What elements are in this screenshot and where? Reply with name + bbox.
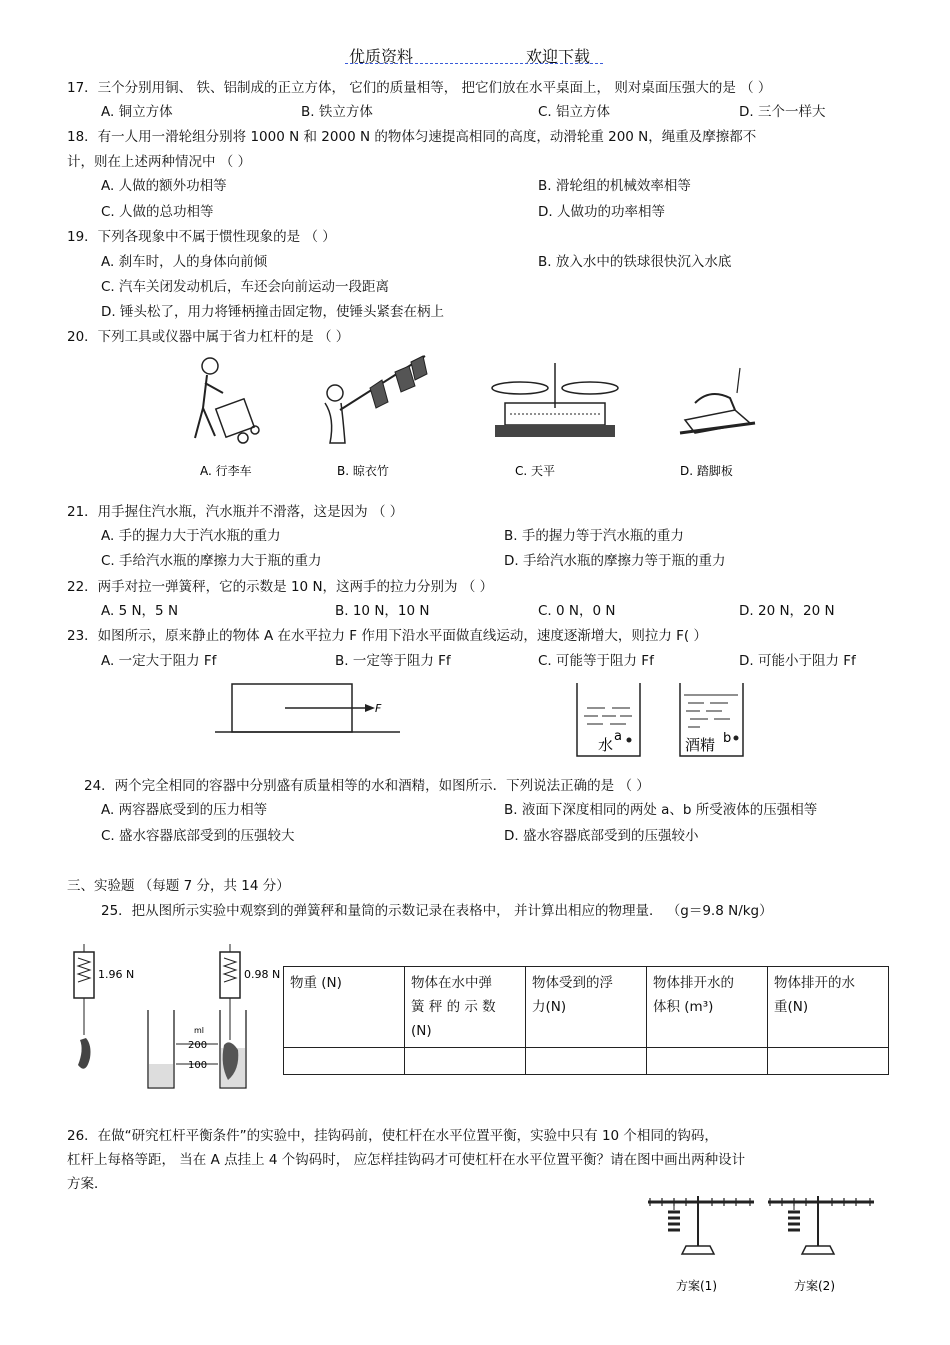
lever-plan-2 — [768, 1196, 874, 1293]
q20-figures — [175, 348, 775, 488]
luggage-cart-figure — [195, 358, 259, 443]
text-line-q20: 20．下列工具或仪器中属于省力杠杆的是 （ ） — [67, 329, 350, 345]
header-divider — [345, 63, 603, 64]
answer-cell[interactable] — [647, 1048, 768, 1075]
text-line-q18ob: B. 滑轮组的机械效率相等 — [538, 178, 691, 194]
water-container — [577, 683, 640, 756]
point-a-label: a — [614, 729, 622, 744]
text-line-q25: 25．把从图所示实验中观察到的弹簧秤和量筒的示数记录在表格中， 并计算出相应的物理量． （g＝9.8 N/kg） — [101, 903, 773, 919]
text-line-q22b: B. 10 N，10 N — [335, 603, 430, 619]
text-line-q21c: C. 手给汽水瓶的摩擦力大于瓶的重力 — [101, 553, 322, 569]
text-line-q24c: C. 盛水容器底部受到的压强较大 — [101, 828, 295, 844]
text-line-q23: 23．如图所示，原来静止的物体 A 在水平拉力 F 作用下沿水平面做直线运动，速度逐渐增大，则拉力 F( ） — [67, 628, 707, 644]
measuring-cylinders — [148, 1010, 246, 1088]
text-line-q19: 19．下列各现象中不属于惯性现象的是 （ ） — [67, 229, 336, 245]
text-line-q18od: D. 人做功的功率相等 — [538, 204, 665, 220]
mark-200: 200 — [188, 1040, 208, 1051]
water-label: 水 — [598, 736, 614, 754]
header-left: 优质资料 — [349, 47, 414, 66]
plan-1-label: 方案(1) — [676, 1279, 717, 1293]
text-line-q22a: A. 5 N，5 N — [101, 603, 179, 619]
q24-containers-figure — [572, 678, 752, 760]
text-line-q21a: A. 手的握力大于汽水瓶的重力 — [101, 528, 281, 544]
text-line-q19a: A. 刹车时，人的身体向前倾 — [101, 254, 268, 270]
alcohol-container — [680, 683, 743, 756]
text-line-q22d: D. 20 N，20 N — [739, 603, 835, 619]
header-cell: 物体排开的水 重(N) — [768, 967, 889, 1048]
fig-label-a: A. 行李车 — [200, 464, 252, 478]
text-line-q22c: C. 0 N，0 N — [538, 603, 616, 619]
q23-block-figure — [205, 676, 405, 738]
plan-2-label: 方案(2) — [794, 1279, 835, 1293]
table-answer-row — [284, 1048, 889, 1075]
reading-2: 0.98 N — [244, 968, 281, 981]
text-line-q17a: A. 铜立方体 — [101, 104, 173, 120]
q25-experiment-figure — [62, 940, 284, 1090]
q26-lever-figure — [642, 1188, 887, 1298]
text-line-q21: 21．用手握住汽水瓶，汽水瓶并不滑落，这是因为 （ ） — [67, 504, 404, 520]
header-right: 欢迎下载 — [526, 47, 591, 66]
text-line-q24d: D. 盛水容器底部受到的压强较小 — [504, 828, 699, 844]
header-cell: 物体受到的浮 力(N) — [526, 967, 647, 1048]
text-line-q18oc: C. 人做的总功相等 — [101, 204, 214, 220]
unit-label: ml — [194, 1026, 205, 1035]
text-line-q26c: 方案． — [67, 1176, 108, 1192]
text-line-q26: 26．在做“研究杠杆平衡条件”的实验中，挂钩码前，使杠杆在水平位置平衡，实验中只有 10 个相同的钩码， — [67, 1128, 718, 1144]
text-line-q24a: A. 两容器底受到的压力相等 — [101, 802, 268, 818]
fig-label-b: B. 晾衣竹 — [337, 464, 389, 478]
fig-label-c: C. 天平 — [515, 464, 556, 478]
text-line-q17: 17．三个分别用铜、 铁、铝制成的正立方体， 它们的质量相等， 把它们放在水平桌面上， 则对桌面压强大的是 （ ） — [67, 80, 772, 96]
pedal-figure — [680, 368, 755, 433]
text-line-q24b: B. 液面下深度相同的两处 a、b 所受液体的压强相等 — [504, 802, 818, 818]
force-label: F — [375, 702, 382, 715]
text-line-q18: 18．有一人用一滑轮组分别将 1000 N 和 2000 N 的物体匀速提高相同的高度，动滑轮重 200 N，绳重及摩擦都不 — [67, 129, 757, 145]
answer-cell[interactable] — [526, 1048, 647, 1075]
text-line-q23d: D. 可能小于阻力 Ff — [739, 653, 856, 669]
text-line-q19d: D. 锤头松了，用力将锤柄撞击固定物，使锤头紧套在柄上 — [101, 304, 444, 320]
spring-scale-2 — [220, 944, 280, 1040]
text-line-q17d: D. 三个一样大 — [739, 104, 826, 120]
text-line-q24: 24．两个完全相同的容器中分别盛有质量相等的水和酒精，如图所示．下列说法正确的是 （ ） — [84, 778, 650, 794]
text-line-q23c: C. 可能等于阻力 Ff — [538, 653, 654, 669]
balance-scale-figure — [492, 363, 618, 437]
text-line-q21b: B. 手的握力等于汽水瓶的重力 — [504, 528, 684, 544]
text-line-q26b: 杠杆上每格等距， 当在 A 点挂上 4 个钩码时， 应怎样挂钩码才可使杠杆在水平位置平衡？请在图中画出两种设计 — [67, 1152, 746, 1168]
text-line-q17c: C. 铝立方体 — [538, 104, 611, 120]
text-line-q18oa: A. 人做的额外功相等 — [101, 178, 227, 194]
text-line-q19c: C. 汽车关闭发动机后，车还会向前运动一段距离 — [101, 279, 390, 295]
text-line-q17b: B. 铁立方体 — [301, 104, 373, 120]
text-line-q19b: B. 放入水中的铁球很快沉入水底 — [538, 254, 732, 270]
header-cell: 物重 (N) — [284, 967, 405, 1048]
text-line-q23b: B. 一定等于阻力 Ff — [335, 653, 451, 669]
text-line-q22: 22．两手对拉一弹簧秤，它的示数是 10 N，这两手的拉力分别为 （ ） — [67, 579, 494, 595]
answer-cell[interactable] — [405, 1048, 526, 1075]
text-line-q23a: A. 一定大于阻力 Ff — [101, 653, 217, 669]
table-header-row — [284, 967, 889, 1048]
text-line-q18b: 计，则在上述两种情况中 （ ） — [67, 154, 252, 170]
header-cell: 物体排开水的 体积 (m³) — [647, 967, 768, 1048]
lever-plan-1 — [648, 1196, 754, 1293]
answer-cell[interactable] — [284, 1048, 405, 1075]
text-line-sec3: 三、实验题 （每题 7 分，共 14 分） — [67, 878, 290, 894]
clothes-pole-figure — [325, 356, 427, 443]
header-cell: 物体在水中弹 簧 秤 的 示 数 (N) — [405, 967, 526, 1048]
point-b-label: b — [723, 731, 732, 746]
answer-cell[interactable] — [768, 1048, 889, 1075]
reading-1: 1.96 N — [98, 968, 135, 981]
mark-100: 100 — [188, 1060, 208, 1071]
q25-data-table — [283, 966, 889, 1075]
spring-scale-1 — [74, 944, 134, 1069]
fig-label-d: D. 踏脚板 — [680, 464, 733, 478]
alcohol-label: 酒精 — [685, 736, 716, 754]
text-line-q21d: D. 手给汽水瓶的摩擦力等于瓶的重力 — [504, 553, 726, 569]
